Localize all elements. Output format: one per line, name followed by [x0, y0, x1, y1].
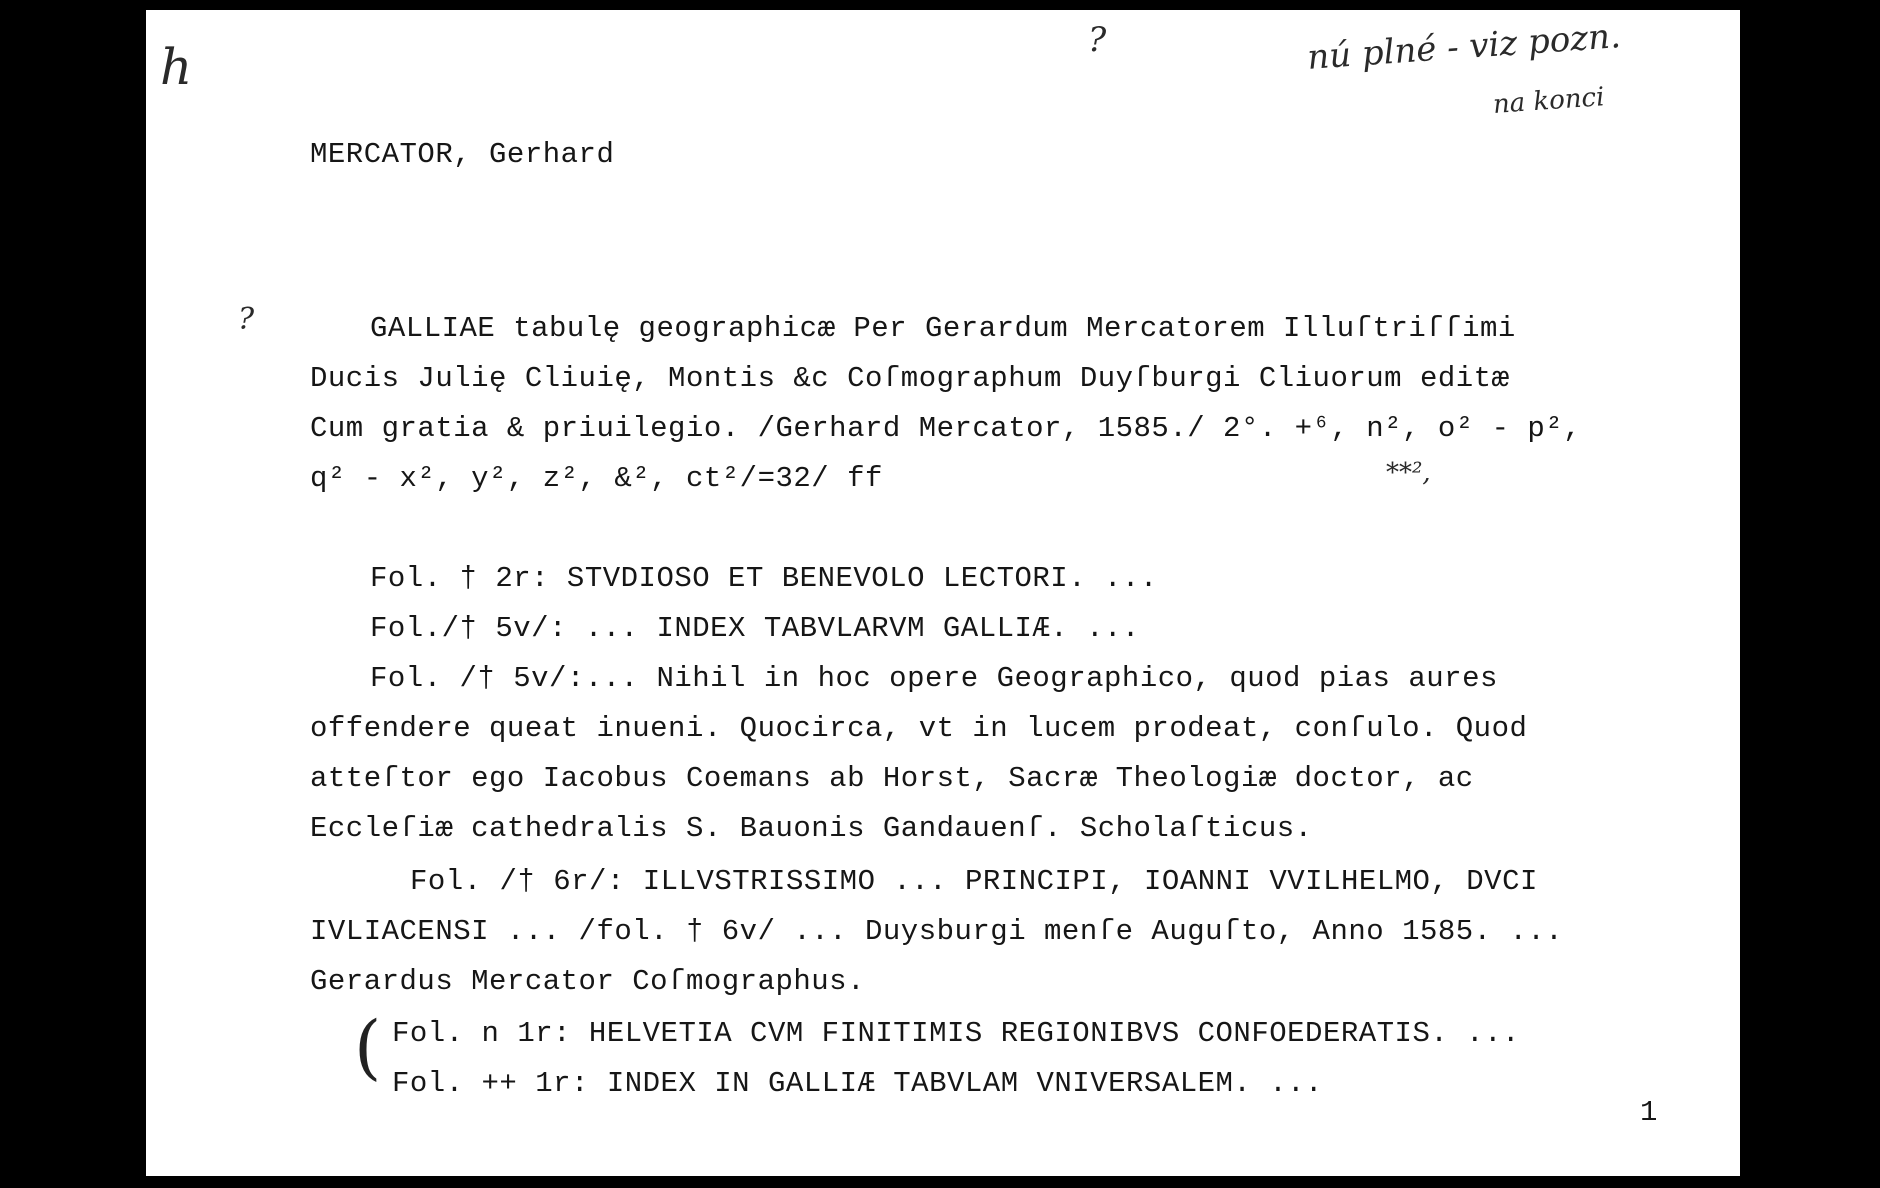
handwritten-brace: (: [354, 1006, 382, 1088]
handwritten-mark-top-center: ?: [1088, 20, 1107, 60]
catalog-card: [146, 10, 1740, 1176]
page-number: 1: [1640, 1096, 1658, 1129]
title-line-4: q² - x², y², z², &², ct²/=32/ ff: [310, 462, 883, 495]
entry-approbation-line-3: atteſtor ego Iacobus Coemans ab Horst, Sacræ Theologiæ doctor, ac: [310, 762, 1474, 795]
title-line-3: Cum gratia & priuilegio. /Gerhard Mercator, 1585./ 2°. +⁶, n², o² - p²,: [310, 412, 1582, 445]
entry-fol-pp1r: Fol. ++ 1r: INDEX IN GALLIÆ TABVLAM VNIVERSALEM. ...: [392, 1067, 1323, 1100]
entry-fol-6r-line-3: Gerardus Mercator Coſmographus.: [310, 965, 865, 998]
handwritten-mark-top-left: h: [160, 38, 193, 96]
entry-fol-2r: Fol. † 2r: STVDIOSO ET BENEVOLO LECTORI. ...: [370, 562, 1158, 595]
handwritten-note-top-right-line1: nú plné - viz pozn.: [1306, 16, 1623, 78]
author-heading: MERCATOR, Gerhard: [310, 138, 615, 171]
entry-fol-6r: Fol. /† 6r/: ILLVSTRISSIMO ... PRINCIPI, IOANNI VVILHELMO, DVCI: [410, 865, 1538, 898]
handwritten-insertion: **²,: [1386, 458, 1431, 488]
handwritten-note-top-right-line2: na konci: [1492, 82, 1606, 120]
title-line-2: Ducis Julię Cliuię, Montis &c Coſmographum Duyſburgi Cliuorum editæ: [310, 362, 1510, 395]
entry-approbation-line-2: offendere queat inueni. Quocirca, vt in lucem prodeat, conſulo. Quod: [310, 712, 1528, 745]
entry-approbation-line-4: Eccleſiæ cathedralis S. Bauonis Gandauenſ. Scholaſticus.: [310, 812, 1313, 845]
handwritten-margin-mark: ?: [238, 302, 255, 337]
entry-fol-6r-line-2: IVLIACENSI ... /fol. † 6v/ ... Duysburgi menſe Auguſto, Anno 1585. ...: [310, 915, 1564, 948]
entry-fol-5v-index: Fol./† 5v/: ... INDEX TABVLARVM GALLIÆ. ...: [370, 612, 1140, 645]
entry-fol-5v-approbation: Fol. /† 5v/:... Nihil in hoc opere Geographico, quod pias aures: [370, 662, 1498, 695]
title-line-1: GALLIAE tabulę geographicæ Per Gerardum Mercatorem Illuſtriſſimi: [370, 312, 1516, 345]
entry-fol-n1r: Fol. n 1r: HELVETIA CVM FINITIMIS REGIONIBVS CONFOEDERATIS. ...: [392, 1017, 1520, 1050]
